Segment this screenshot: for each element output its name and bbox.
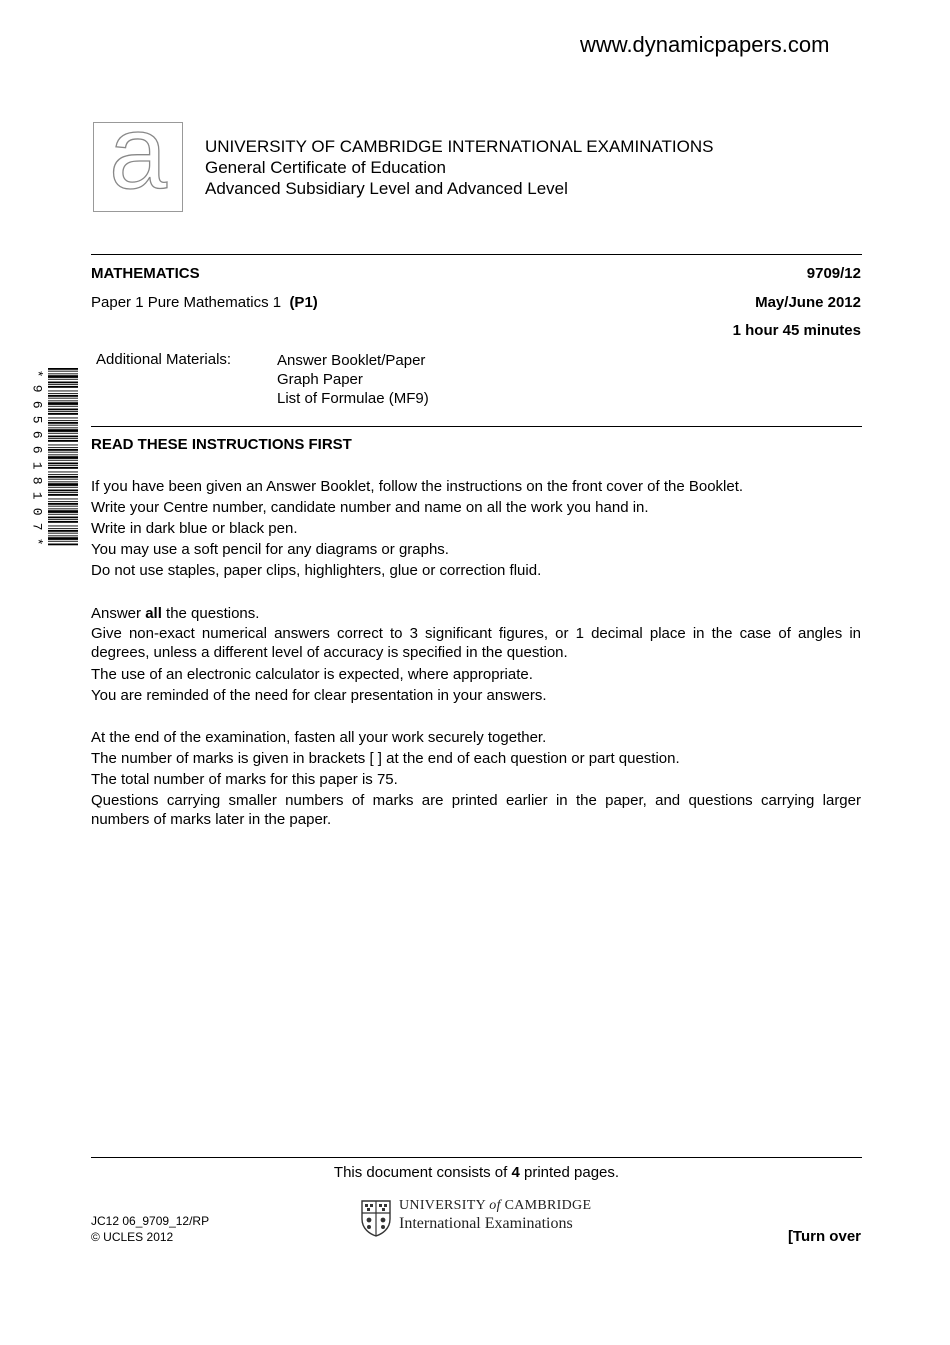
barcode-digit: * — [29, 538, 45, 546]
exam-board-header — [205, 136, 714, 199]
barcode-digit: 6 — [29, 446, 45, 455]
instruction-line: The number of marks is given in brackets [ ] at the end of each question or part question. — [91, 750, 680, 767]
material-item: List of Formulae (MF9) — [277, 390, 429, 407]
answer-bold: all — [145, 605, 162, 622]
instructions-group-2 — [91, 603, 861, 706]
cambridge-wordmark — [399, 1198, 591, 1233]
instruction-line: Give non-exact numerical answers correct to 3 significant figures, or 1 decimal place in the case of angles in degrees, unless a different level of accuracy is specified in the question. — [91, 625, 861, 661]
barcode-digit: 6 — [29, 430, 45, 439]
instructions-group-3 — [91, 727, 861, 829]
material-item: Answer Booklet/Paper — [277, 352, 426, 369]
instruction-line: Questions carrying smaller numbers of marks are printed earlier in the paper, and questions carrying larger numbers of marks later in the paper. — [91, 792, 861, 828]
cambridge-crest-icon — [360, 1199, 392, 1237]
wordmark-cambridge: CAMBRIDGE — [504, 1198, 592, 1213]
materials-list — [277, 351, 429, 408]
barcode-digit: 8 — [29, 476, 45, 485]
barcode-digit: 0 — [29, 507, 45, 516]
instruction-line: Do not use staples, paper clips, highlighters, glue or correction fluid. — [91, 562, 542, 579]
paper-title — [91, 294, 318, 311]
barcode-digit: 5 — [29, 415, 45, 424]
barcode-digit: 9 — [29, 385, 45, 393]
divider-middle — [91, 426, 862, 427]
instruction-line: Write in dark blue or black pen. — [91, 520, 298, 537]
instruction-line: You are reminded of the need for clear presentation in your answers. — [91, 687, 547, 704]
barcode-digit: * — [29, 369, 45, 378]
barcode-image — [48, 368, 78, 546]
pages-pre: This document consists of — [333, 1164, 512, 1181]
wordmark-university: UNIVERSITY — [399, 1198, 486, 1213]
turn-over-label: [Turn over — [787, 1228, 861, 1245]
exam-duration: 1 hour 45 minutes — [732, 322, 861, 339]
cie-logo — [93, 95, 183, 212]
instruction-line: You may use a soft pencil for any diagrams or graphs. — [91, 541, 449, 558]
header-line-1: UNIVERSITY OF CAMBRIDGE INTERNATIONAL EXAMINATIONS — [205, 137, 714, 156]
barcode-digit: 6 — [29, 400, 45, 409]
reference-code: JC12 06_9709_12/RP — [91, 1214, 210, 1228]
answer-pre: Answer — [91, 605, 146, 622]
answer-post: the questions. — [161, 605, 260, 622]
copyright: © UCLES 2012 — [91, 1230, 174, 1244]
instruction-line: Write your Centre number, candidate number and name on all the work you hand in. — [91, 499, 649, 516]
material-item: Graph Paper — [277, 371, 363, 388]
subject-title: MATHEMATICS — [91, 265, 200, 282]
instructions-group-1 — [91, 476, 861, 581]
paper-code: 9709/12 — [806, 265, 861, 282]
barcode-digit: 1 — [29, 461, 45, 470]
wordmark-line-2: International Examinations — [399, 1215, 573, 1232]
pages-count: 4 — [511, 1164, 520, 1181]
materials-label: Additional Materials: — [96, 351, 232, 368]
wordmark-of: of — [489, 1198, 501, 1213]
divider-top — [91, 254, 862, 255]
instruction-line: At the end of the examination, fasten all your work securely together. — [91, 729, 547, 746]
paper-title-code: (P1) — [289, 294, 318, 311]
pages-post: printed pages. — [519, 1164, 620, 1181]
document-reference — [91, 1213, 209, 1245]
instruction-line: The use of an electronic calculator is expected, where appropriate. — [91, 666, 533, 683]
instruction-line: If you have been given an Answer Booklet, follow the instructions on the front cover of the Booklet. — [91, 478, 744, 495]
page-count-note — [91, 1164, 862, 1181]
paper-title-text: Paper 1 Pure Mathematics 1 — [91, 294, 282, 311]
logo-letter: a — [109, 95, 167, 211]
barcode-digit: 1 — [29, 492, 45, 500]
barcode-digit: 7 — [29, 522, 45, 531]
watermark-url: www.dynamicpapers.com — [580, 32, 830, 57]
instruction-answer-all — [91, 603, 861, 624]
exam-session: May/June 2012 — [755, 294, 861, 311]
barcode-digits — [31, 366, 43, 550]
header-line-3: Advanced Subsidiary Level and Advanced Level — [205, 179, 568, 198]
divider-bottom — [91, 1157, 862, 1158]
instructions-heading: READ THESE INSTRUCTIONS FIRST — [91, 436, 352, 453]
header-line-2: General Certificate of Education — [205, 158, 446, 177]
instruction-line: The total number of marks for this paper is 75. — [91, 771, 398, 788]
